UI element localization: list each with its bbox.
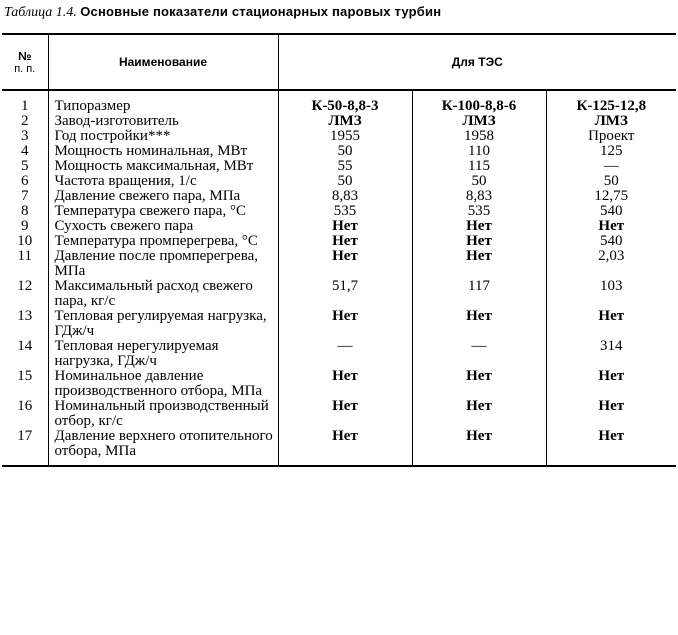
row-name: Номинальный производственный отбор, кг/с [48,399,278,429]
table-header-row [2,34,676,90]
table-row [2,189,676,204]
row-name: Температура свежего пара, °С [48,204,278,219]
row-name: Давление верхнего отопительного отбора, МПа [48,429,278,466]
value-k50: 51,7 [278,279,412,309]
value-k100: 50 [412,174,546,189]
table-row [2,279,676,309]
value-k50: 535 [278,204,412,219]
row-number: 7 [2,189,48,204]
value-k100: Нет [412,249,546,279]
row-number: 4 [2,144,48,159]
table-row [2,234,676,249]
value-k100: Нет [412,219,546,234]
table-row [2,174,676,189]
row-number: 17 [2,429,48,466]
value-k125: 540 [546,234,676,249]
row-name: Мощность номинальная, МВт [48,144,278,159]
row-name: Завод-изготовитель [48,114,278,129]
row-name: Температура промперегрева, °С [48,234,278,249]
value-k125: Нет [546,399,676,429]
row-name: Максимальный расход свежего пара, кг/с [48,279,278,309]
value-k125: 540 [546,204,676,219]
value-k50: 50 [278,144,412,159]
table-row [2,129,676,144]
row-number: 14 [2,339,48,369]
table-row [2,339,676,369]
value-k125: Нет [546,429,676,466]
table-row [2,219,676,234]
table-row [2,204,676,219]
value-k100: Нет [412,234,546,249]
table-body [2,90,676,466]
value-k100: 8,83 [412,189,546,204]
value-k125: — [546,159,676,174]
value-k50: Нет [278,234,412,249]
value-k100: 1958 [412,129,546,144]
table-row [2,309,676,339]
value-k125: Нет [546,369,676,399]
row-name: Сухость свежего пара [48,219,278,234]
value-k50: Нет [278,219,412,234]
value-k50: Нет [278,369,412,399]
table-row [2,369,676,399]
row-name: Давление после промперегрева, МПа [48,249,278,279]
value-k50: Нет [278,249,412,279]
value-k125: 314 [546,339,676,369]
value-k125: ЛМЗ [546,114,676,129]
row-name: Год постройки*** [48,129,278,144]
turbine-table [2,33,676,467]
value-k50: — [278,339,412,369]
row-number: 1 [2,90,48,114]
row-number: 6 [2,174,48,189]
table-row [2,144,676,159]
row-number: 2 [2,114,48,129]
table-row [2,90,676,114]
header-number [2,34,48,90]
value-k125: Нет [546,219,676,234]
value-k50: 1955 [278,129,412,144]
value-k125: Проект [546,129,676,144]
table-row [2,429,676,466]
value-k50: 8,83 [278,189,412,204]
value-k50: Нет [278,399,412,429]
row-name: Мощность максимальная, МВт [48,159,278,174]
row-number: 15 [2,369,48,399]
value-k100: — [412,339,546,369]
row-number: 9 [2,219,48,234]
row-number: 10 [2,234,48,249]
value-k100: 110 [412,144,546,159]
table-title: Основные показатели стационарных паровых турбин [80,4,442,19]
header-number-abbr: п. п. [14,63,36,75]
value-k125: Нет [546,309,676,339]
value-k50: К-50-8,8-3 [278,90,412,114]
value-k100: Нет [412,369,546,399]
value-k125: 12,75 [546,189,676,204]
value-k100: К-100-8,8-6 [412,90,546,114]
value-k100: 115 [412,159,546,174]
row-number: 11 [2,249,48,279]
value-k100: Нет [412,429,546,466]
value-k50: ЛМЗ [278,114,412,129]
value-k125: 50 [546,174,676,189]
table-caption [4,4,674,21]
value-k50: 55 [278,159,412,174]
row-name: Тепловая нерегулируемая нагрузка, ГДж/ч [48,339,278,369]
table-number: Таблица 1.4. [4,5,77,20]
row-number: 16 [2,399,48,429]
header-name: Наименование [48,34,278,90]
value-k125: 125 [546,144,676,159]
value-k100: ЛМЗ [412,114,546,129]
value-k100: 535 [412,204,546,219]
row-number: 12 [2,279,48,309]
value-k125: 2,03 [546,249,676,279]
row-name: Номинальное давление производственного отбора, МПа [48,369,278,399]
row-number: 3 [2,129,48,144]
value-k50: 50 [278,174,412,189]
row-number: 5 [2,159,48,174]
table-row [2,114,676,129]
row-name: Тепловая регулируемая нагрузка, ГДж/ч [48,309,278,339]
table-row [2,399,676,429]
table-row [2,249,676,279]
header-group: Для ТЭС [278,34,676,90]
value-k50: Нет [278,309,412,339]
value-k100: Нет [412,309,546,339]
value-k100: 117 [412,279,546,309]
row-number: 8 [2,204,48,219]
value-k125: К-125-12,8 [546,90,676,114]
value-k100: Нет [412,399,546,429]
row-name: Давление свежего пара, МПа [48,189,278,204]
row-name: Частота вращения, 1/с [48,174,278,189]
row-name: Типоразмер [48,90,278,114]
row-number: 13 [2,309,48,339]
header-number-symbol: № [18,49,32,63]
table-row [2,159,676,174]
value-k125: 103 [546,279,676,309]
value-k50: Нет [278,429,412,466]
